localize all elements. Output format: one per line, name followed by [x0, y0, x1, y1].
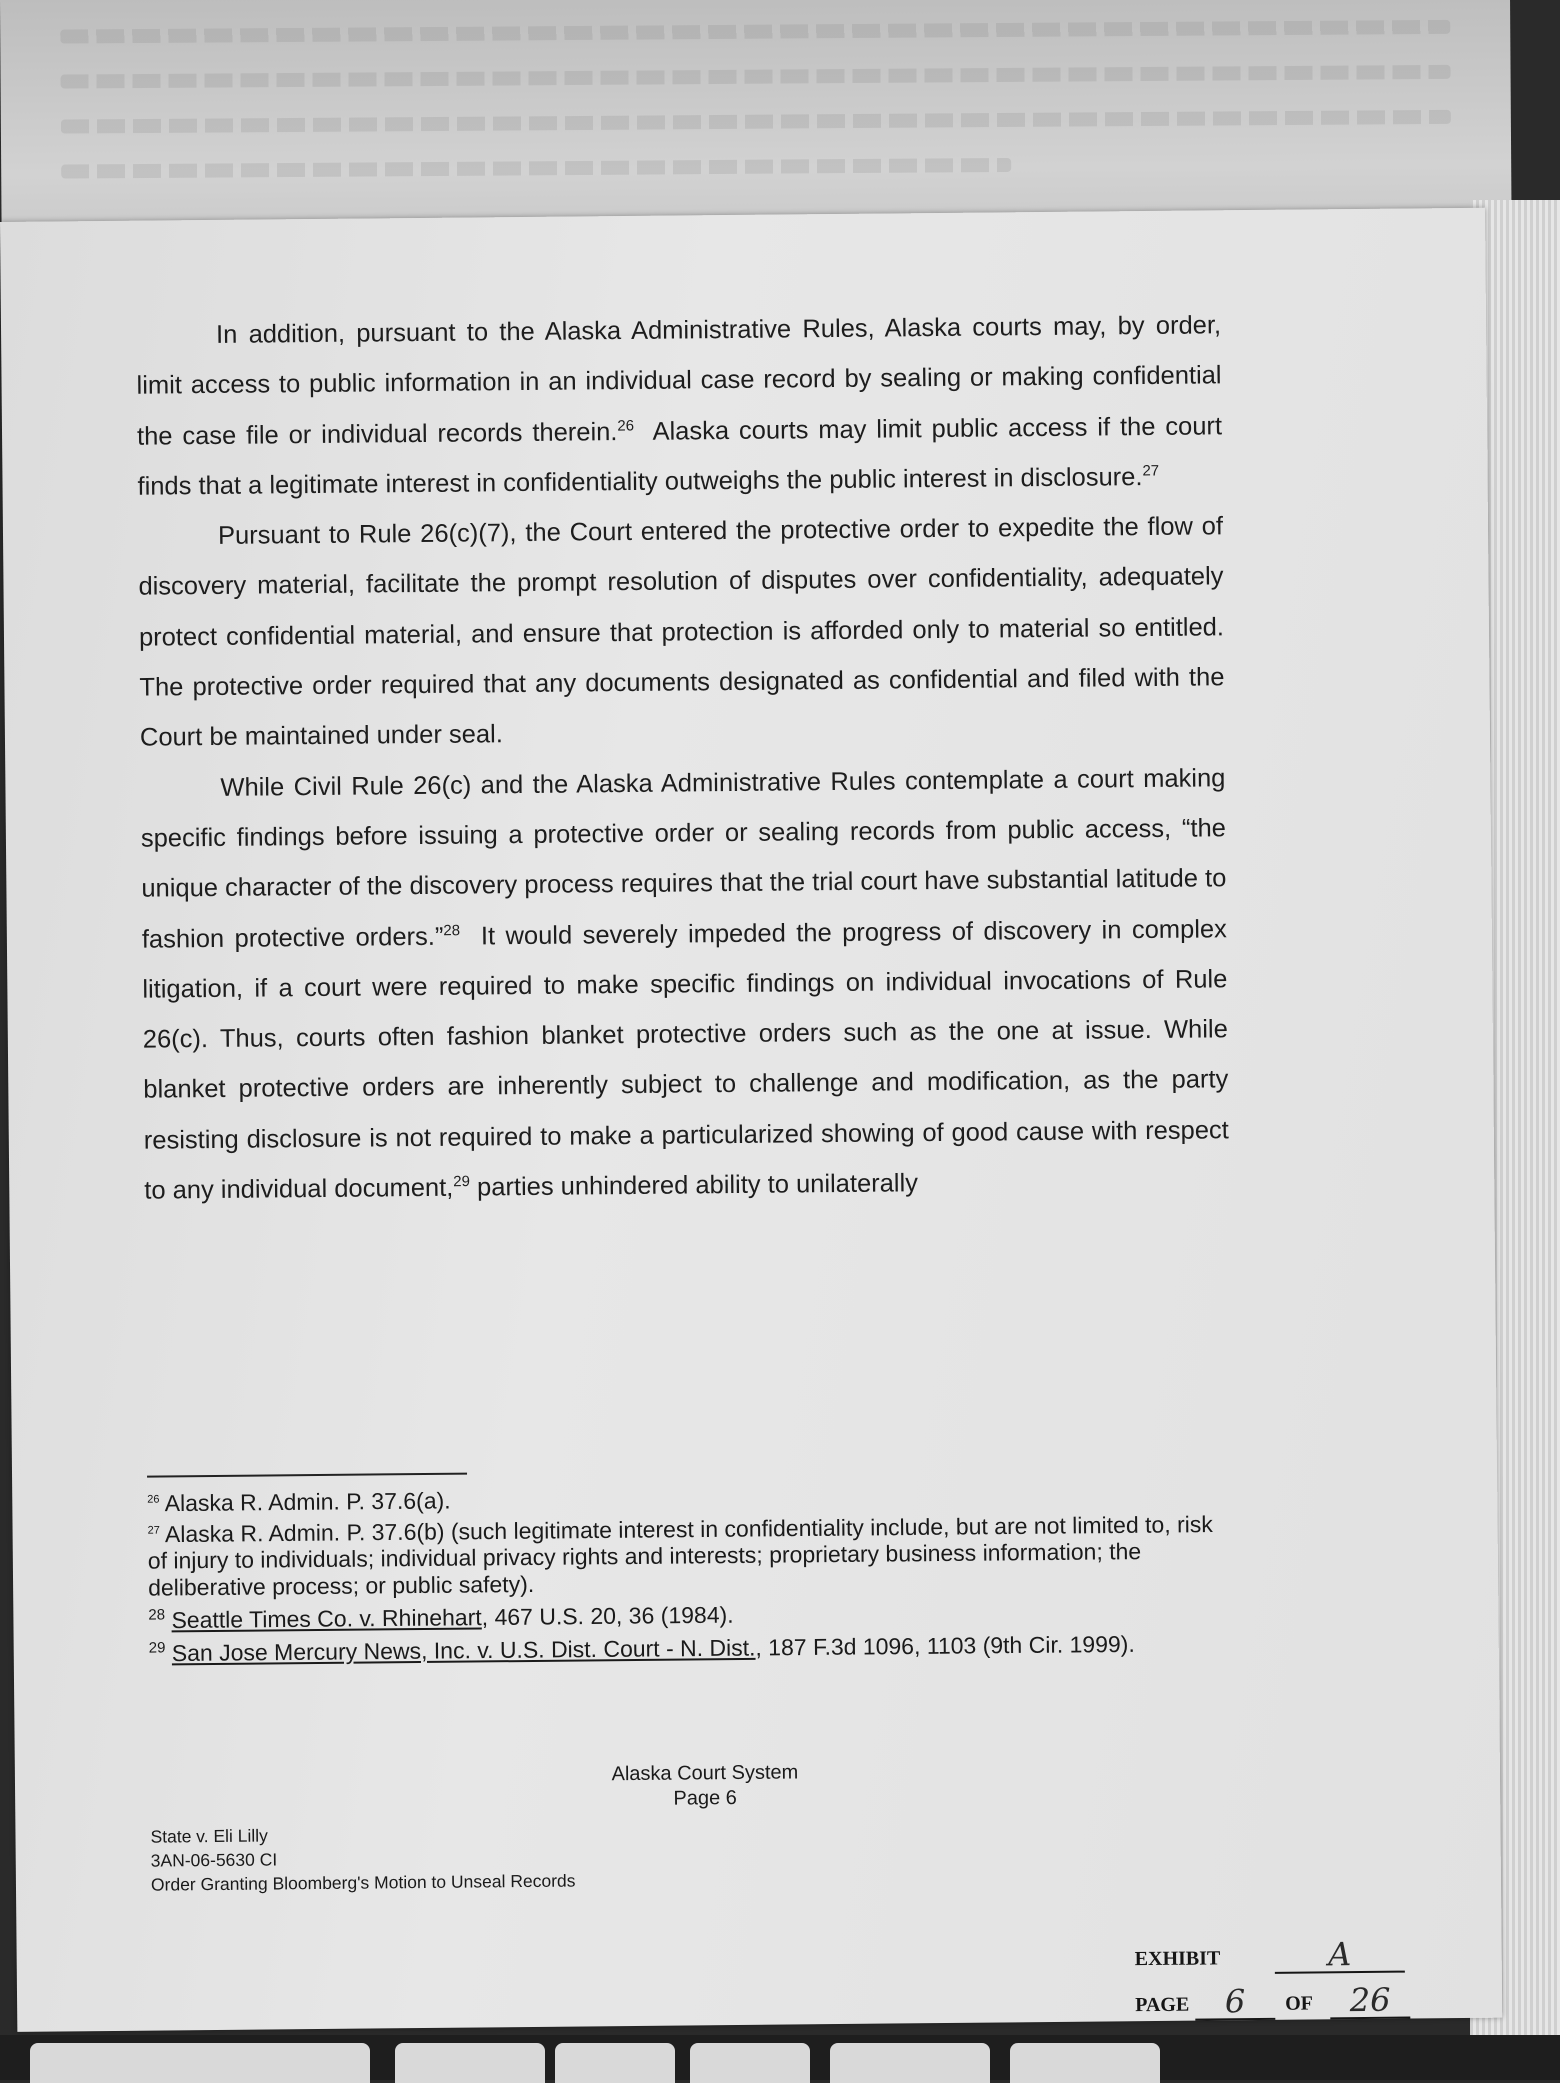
- page-value: 6: [1224, 1982, 1246, 2021]
- footer-left: [150, 1821, 575, 1897]
- page-underline: [1195, 2018, 1275, 2021]
- footnote-number: 28: [148, 1606, 166, 1624]
- paragraph-3: [140, 753, 1229, 1216]
- binder-tab: [1010, 2043, 1160, 2083]
- body-text: [136, 300, 1230, 1216]
- binder-tab: [830, 2043, 990, 2083]
- exhibit-label: EXHIBIT: [1134, 1947, 1221, 1971]
- footer-case-name: State v. Eli Lilly: [150, 1825, 268, 1847]
- footnote-ref-28: 28: [443, 921, 461, 939]
- footnotes: [147, 1476, 1234, 1667]
- footnote-text: Alaska R. Admin. P. 37.6(b) (such legitimate interest in confidentiality include, but are not limited to, risk of injury to individuals; individual privacy rights and interests; proprietary business information; the deliberative process; or public safety).: [147, 1510, 1213, 1601]
- footnote-number: 26: [147, 1493, 160, 1506]
- paragraph-2: Pursuant to Rule 26(c)(7), the Court entered the protective order to expedite the flow of discovery material, facilitate the prompt resolution of disputes over confidentiality, adequately protect confidential material, and ensure that protection is afforded only to material so entitled. The protective order required that any documents designated as confidential and filed with the Court be maintained under seal.: [138, 512, 1225, 753]
- footnote-number: 27: [147, 1524, 160, 1537]
- exhibit-underline: [1275, 1971, 1405, 1974]
- document-page: [0, 208, 1502, 2032]
- of-underline: [1330, 2017, 1410, 2020]
- footnote-separator: [147, 1473, 467, 1478]
- page-label: PAGE: [1135, 1993, 1190, 2017]
- footnote-ref-27: 27: [1142, 462, 1160, 480]
- footnote-citation: , 187 F.3d 1096, 1103 (9th Cir. 1999).: [755, 1630, 1135, 1661]
- paragraph-3-part-c: parties unhindered ability to unilaterally: [476, 1169, 919, 1202]
- footnote-case-name: Seattle Times Co. v. Rhinehart: [171, 1604, 482, 1634]
- binder-tab: [30, 2043, 370, 2083]
- of-label: OF: [1285, 1992, 1314, 2015]
- paragraph-1-part-b: Alaska courts may limit public access if the court finds that a legitimate interest in confidentiality outweighs the public interest in disclosure.: [137, 411, 1223, 501]
- footer-center: [455, 1759, 955, 1814]
- footnote-ref-29: 29: [453, 1173, 471, 1191]
- exhibit-stamp: [1134, 1930, 1425, 2025]
- paragraph-3-part-a: While Civil Rule 26(c) and the Alaska Administrative Rules contemplate a court making specific findings before issuing a protective order or sealing records from public access, “the unique character of the discovery process requires that the trial court have substantial latitude to fashion protective orders.”: [140, 763, 1227, 954]
- exhibit-page-row: [1135, 1976, 1425, 2025]
- exhibit-row: [1134, 1930, 1424, 1979]
- ghost-text-line: [61, 110, 1451, 134]
- exhibit-value: A: [1327, 1935, 1352, 1974]
- paragraph-1-part-a: In addition, pursuant to the Alaska Administrative Rules, Alaska courts may, by order, limit access to public information in an individual case record by sealing or making confidential the case file or individual records therein.: [136, 311, 1222, 451]
- paragraph-3-part-b: It would severely impeded the progress of discovery in complex litigation, if a court were required to make specific findings on individual invocations of Rule 26(c). Thus, courts often fashion blanket protective orders such as the one at issue. While blanket protective orders are inherently subject to challenge and modification, as the party resisting disclosure is not required to make a particularized showing of good cause with respect to any individual document,: [142, 914, 1229, 1205]
- footer-page-number: Page 6: [673, 1787, 737, 1810]
- footnote-27: [147, 1507, 1233, 1602]
- footer-order-title: Order Granting Bloomberg's Motion to Unseal Records: [150, 1870, 576, 1895]
- footnote-number: 29: [148, 1639, 166, 1657]
- paragraph-1: [136, 300, 1223, 512]
- of-value: 26: [1349, 1980, 1391, 2020]
- footnote-case-name: San Jose Mercury News, Inc. v. U.S. Dist. Court - N. Dist.: [171, 1634, 756, 1667]
- ghost-text-line: [61, 65, 1451, 89]
- footnote-ref-26: 26: [617, 417, 635, 435]
- ghost-text-line: [61, 158, 1011, 179]
- binder-tab: [555, 2043, 675, 2083]
- binder-tab: [395, 2043, 545, 2083]
- footer-court-name: Alaska Court System: [611, 1761, 799, 1786]
- ghost-text-line: [60, 20, 1450, 44]
- footnote-text: Alaska R. Admin. P. 37.6(a).: [164, 1487, 451, 1517]
- footer-case-number: 3AN-06-5630 CI: [150, 1849, 278, 1871]
- footnote-citation: , 467 U.S. 20, 36 (1984).: [481, 1601, 734, 1631]
- binder-tabs: [0, 2035, 1560, 2080]
- binder-tab: [690, 2043, 810, 2083]
